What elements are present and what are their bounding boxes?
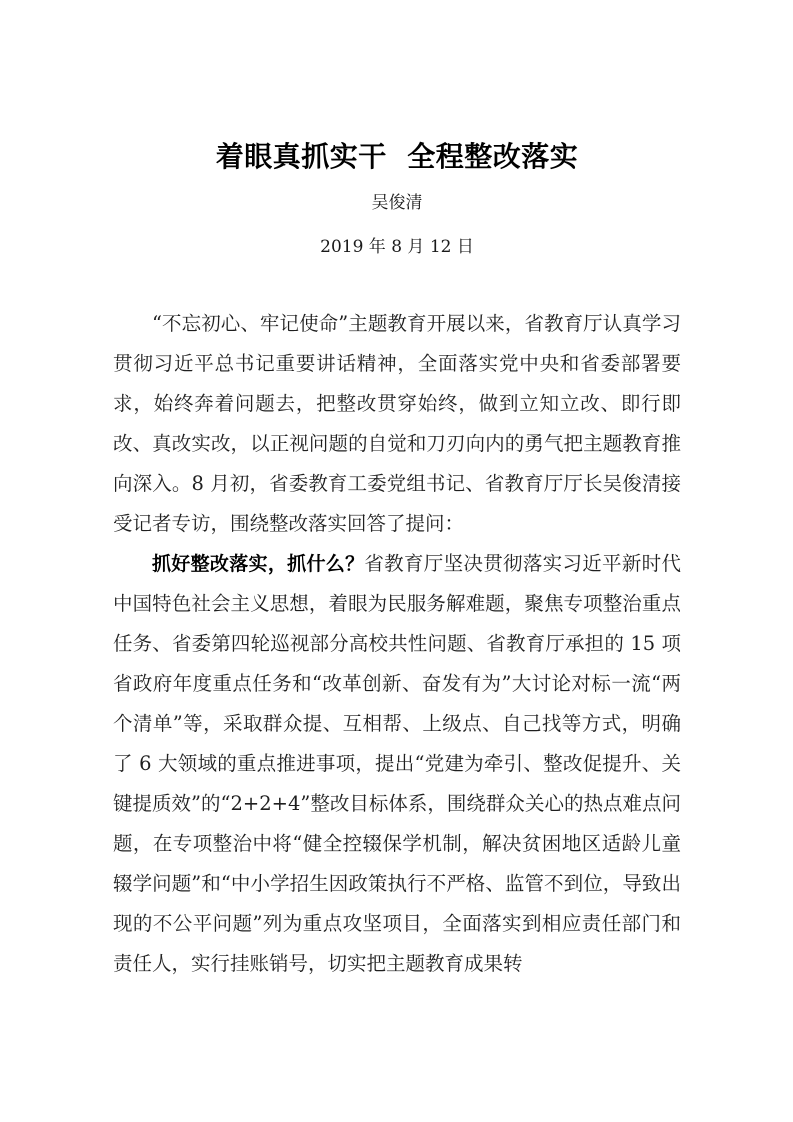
paragraph-2-text: 省教育厅坚决贯彻落实习近平新时代中国特色社会主义思想，着眼为民服务解难题，聚焦专项整治重点任务、省委第四轮巡视部分高校共性问题、省教育厅承担的 15 项省政府年度重点任务和“改革创新、奋发有为”大讨论对标一流“两个清单”等，采取群众提、互相帮、上级点、自己找等方式，明确了 6 大领域的重点推进事项，提出“党建为牵引、整改促提升、关键提质效”的“2+2+4”整改目标体系，围绕群众关心的热点难点问题，在专项整治中将“健全控辍保学机制，解决贫困地区适龄儿童辍学问题”和“中小学招生因政策执行不严格、监管不到位，导致出现的不公平问题”列为重点攻坚项目，全面落实到相应责任部门和责任人，实行挂账销号，切实把主题教育成果转 [113, 552, 681, 976]
paragraph-2 [113, 544, 681, 984]
document-title: 着眼真抓实干 全程整改落实 [215, 140, 579, 173]
document-date: 2019 年 8 月 12 日 [320, 237, 474, 258]
page-content [113, 0, 681, 984]
paragraph-2-lead-in: 抓好整改落实，抓什么？ [152, 553, 365, 576]
paragraph-1-text: “不忘初心、牢记使命”主题教育开展以来，省教育厅认真学习贯彻习近平总书记重要讲话精神，全面落实党中央和省委部署要求，始终奔着问题去，把整改贯穿始终，做到立知立改、即行即改、真改实改，以正视问题的自觉和刀刃向内的勇气把主题教育推向深入。8 月初，省委教育工委党组书记、省教育厅厅长吴俊清接受记者专访，围绕整改落实回答了提问： [113, 312, 681, 536]
paragraph-1 [113, 304, 681, 544]
document-body [113, 258, 681, 984]
document-author: 吴俊清 [371, 193, 423, 213]
